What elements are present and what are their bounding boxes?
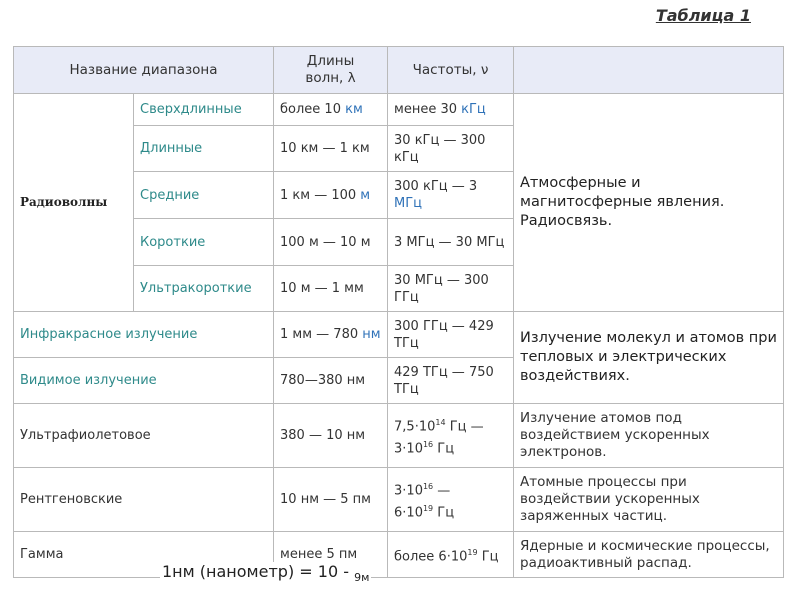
gamma-description: Ядерные и космические процессы, радиоактивный распад. (514, 532, 784, 578)
visible-wave: 780—380 нм (274, 358, 388, 404)
radio-wave-value: 1 км — 100 (280, 187, 361, 203)
xray-freq-a-unit: — (433, 483, 451, 499)
radio-freq-value: 3 МГц — 30 МГц (394, 234, 505, 250)
uv-freq-a-unit: Гц — (445, 419, 484, 435)
xray-name: Рентгеновские (14, 468, 274, 532)
table-caption: Таблица 1 (655, 6, 751, 25)
radio-freq (388, 266, 514, 312)
table-row (14, 312, 784, 358)
gamma-wave: менее 5 пм (274, 532, 388, 578)
xray-freq-b-exp: 19 (422, 503, 434, 513)
uv-wave: 380 — 10 нм (274, 404, 388, 468)
infrared-wave-unit: нм (362, 327, 381, 342)
visible-freq: 429 ТГц — 750 ТГц (388, 358, 514, 404)
radio-wave-unit: км (345, 102, 363, 117)
xray-freq-a: 3·10 (394, 483, 423, 499)
radio-freq (388, 219, 514, 266)
uv-freq-b: 3·10 (394, 440, 423, 456)
table-row (14, 404, 784, 468)
uv-freq (388, 404, 514, 468)
radio-freq-value: 300 кГц — 3 (394, 179, 478, 194)
header-frequency: Частоты, ν (388, 47, 514, 94)
radio-freq (388, 126, 514, 172)
table-row (14, 94, 784, 126)
xray-freq-a-exp: 16 (422, 482, 434, 492)
radio-wave-value: 10 м — 1 мм (280, 281, 364, 296)
radio-wave (274, 126, 388, 172)
uv-freq-a-exp: 14 (435, 418, 446, 428)
radio-wave-unit: м (360, 187, 371, 203)
radio-name: Средние (134, 172, 274, 219)
radio-freq-value: 30 кГц — 300 кГц (394, 132, 486, 165)
header-wavelength (274, 47, 388, 94)
infrared-name: Инфракрасное излучение (14, 312, 274, 358)
xray-freq (388, 468, 514, 532)
gamma-freq (388, 532, 514, 578)
note-sub: 9м (354, 571, 370, 585)
visible-name: Видимое излучение (14, 358, 274, 404)
infrared-wave (274, 312, 388, 358)
header-wavelength-line2: волн, λ (305, 70, 356, 86)
xray-freq-b: 6·10 (394, 504, 423, 520)
table-row (14, 532, 784, 578)
gamma-freq-a-unit: Гц (477, 549, 499, 565)
radio-freq-value: менее 30 (394, 102, 462, 117)
xray-description: Атомные процессы при воздействии ускоренных заряженных частиц. (514, 468, 784, 532)
xray-freq-b-unit: Гц (433, 504, 455, 520)
radio-wave-value: более 10 (280, 102, 346, 117)
uv-freq-b-unit: Гц (433, 440, 455, 456)
xray-wave: 10 нм — 5 пм (274, 468, 388, 532)
radio-name: Ультракороткие (134, 266, 274, 312)
radio-freq-unit: кГц (461, 102, 486, 117)
radio-freq (388, 94, 514, 126)
radio-wave (274, 172, 388, 219)
gamma-freq-a-exp: 19 (467, 547, 478, 557)
ir-visible-description: Излучение молекул и атомов при тепловых и электрических воздействиях. (514, 312, 784, 404)
uv-description: Излучение атомов под воздействием ускоренных электронов. (514, 404, 784, 468)
header-empty (514, 47, 784, 94)
gamma-name: Гамма (14, 532, 274, 578)
radio-description: Атмосферные и магнитосферные явления. Радиосвязь. (514, 94, 784, 312)
radio-freq-unit: МГц (394, 196, 423, 211)
uv-freq-b-exp: 16 (422, 439, 434, 449)
header-row (14, 47, 784, 94)
table-row (14, 468, 784, 532)
radio-wave-value: 100 м — 10 м (280, 234, 371, 250)
header-name: Название диапазона (14, 47, 274, 94)
radio-wave-value: 10 км — 1 км (280, 141, 370, 156)
spectrum-table (13, 46, 784, 578)
radio-name: Длинные (134, 126, 274, 172)
infrared-wave-value: 1 мм — 780 (280, 327, 363, 342)
radio-wave (274, 266, 388, 312)
radio-freq-value: 30 МГц — 300 ГГц (394, 272, 489, 305)
radio-group-label: Радиоволны (14, 94, 134, 312)
uv-freq-a: 7,5·10 (394, 419, 436, 435)
radio-name: Сверхдлинные (134, 94, 274, 126)
nanometer-note (160, 562, 371, 584)
infrared-freq: 300 ГГц — 429 ТГц (388, 312, 514, 358)
header-wavelength-line1: Длины (306, 53, 355, 69)
uv-name: Ультрафиолетовое (14, 404, 274, 468)
radio-name: Короткие (134, 219, 274, 266)
radio-wave (274, 94, 388, 126)
note-main: 1нм (нанометр) = 10 - (162, 562, 355, 581)
gamma-freq-a: более 6·10 (394, 549, 468, 565)
radio-freq (388, 172, 514, 219)
radio-wave (274, 219, 388, 266)
